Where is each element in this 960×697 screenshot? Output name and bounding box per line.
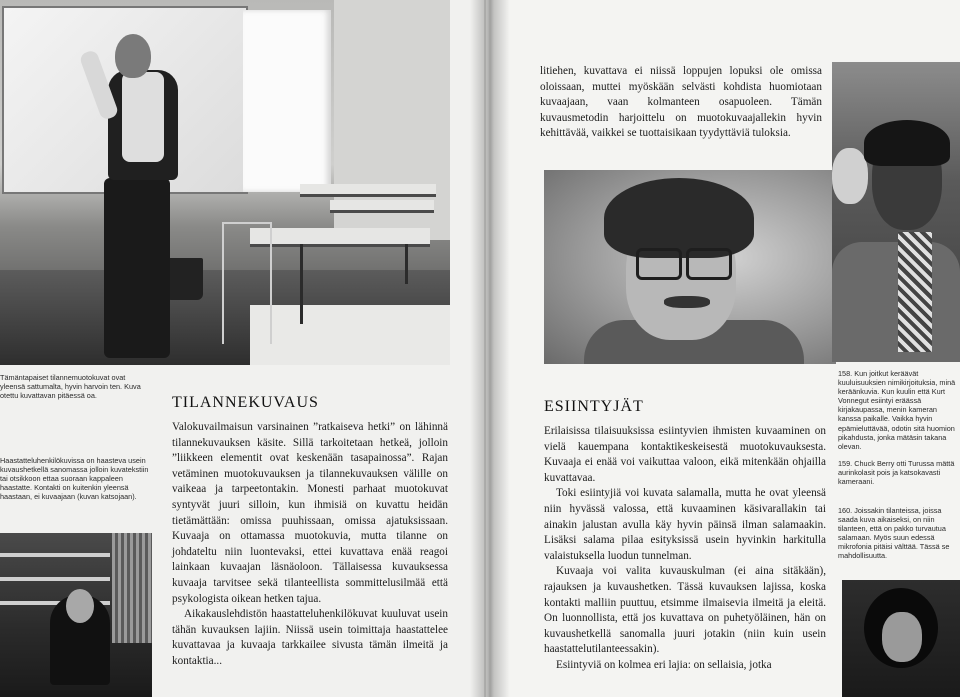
paragraph: Esiintyviä on kolmea eri lajia: on sellaisia, jotka — [556, 658, 772, 671]
chair — [222, 222, 272, 344]
projector-screen — [243, 10, 331, 192]
person-head — [115, 34, 151, 78]
paragraph: Aikakauslehdistön haastatteluhenkilökuvat kuuluvat usein tähän kuvauksen lajiin. Niissä usein toimittaja haastattelee kuvattavaa ja kuvaaja tarkkailee sivusta tämän ilmeitä ja kontaktia... — [172, 608, 448, 667]
caption-158: 158. Kun joitkut keräävät kuuluisuuksien nimikirjoituksia, minä keräänkuvia. Kun kuulin että Kurt Vonnegut esiintyi eräässä kirjakaupassa, menin kameran kanssa paikalle. Vaikka hyvin epämieluttävää, odotin sitä huomion pikahdusta, jonka mätäsin takana olevan. — [838, 369, 956, 451]
paragraph: litiehen, kuvattava ei niissä loppujen lopuksi ole omissa oloissaan, muttei myöskään selvästi kohdista huomiotaan kuvaajaan, vaan kolmanteen osapuoleen. Tämän kuvausmetodin harjoittelu on muotokuvaajallekin hyvin kehittävää, vaikkei se tuottaisikaan tyydyttäviä tuloksia. — [540, 65, 822, 140]
paragraph: Erilaisissa tilaisuuksissa esiintyvien ihmisten kuvaaminen on vielä kauempana kontaktikeskeisestä muotokuvauksesta. Kuvaaja ei enää voi vaikuttaa valoon, eikä mitenkään ohjailla kuvattavaa. — [544, 425, 826, 484]
paragraph: Toki esiintyjiä voi kuvata salamalla, mutta he ovat yleensä niin hyvässä valossa, että kuvaaminen käsivarallakin tai ainakin jalustan avulla käy hyvin päinsä ilman salamaakin. Lisäksi salama pilaa esityksissä usein hyvinkin harkitulla valaistuksella luodun tunnelman. — [544, 487, 826, 562]
office-photo — [0, 533, 152, 697]
singer-photo — [842, 580, 960, 697]
desk — [250, 228, 430, 247]
intro-text — [540, 64, 822, 142]
caption-160: 160. Joissakin tilanteissa, joissa saada kuva aikaiseksi, on niin tilanteen, että on pakko turvautua salamaan. Myös suun edessä mikrofonia pitäisi välttää. Tässä se mahdollisuutta. — [838, 506, 950, 561]
portrait-photo — [544, 170, 836, 364]
classroom-photo — [0, 0, 450, 365]
glasses — [636, 248, 682, 280]
section-heading-esiintyjat: ESIINTYJÄT — [544, 398, 644, 415]
article-body-right — [544, 424, 826, 674]
right-page — [486, 0, 960, 697]
paragraph: Valokuvailmaisun varsinainen ”ratkaiseva hetki” on lähinnä tilannekuvauksen käsite. Sillä tarkoitetaan hetkeä, jolloin ”liikkeen elementit ovat keskenään tasapainossa”. Rajan vetäminen muotokuvauksen ja tilannekuvauksen välille on vaikeaa ja tarpeetontakin. Monesti parhaat muotokuvat syntyvät juuri silloin, kun ihmisiä on kuvattu heidän tietämättään: omissa puuhissaan, omissa ajatuksissaan. Kuvaaja on ottamassa muotokuvia, mutta tilanne on johdateltu niin luontevaksi, ettei kuvattava enää reagoi lainkaan kuvaajan läsnäoloon. Tällaisessa kuvauksessa kuvaaja tarvitsee sekä tilanteellista sommittelusilmää että psykologista oikean hetken tajua. — [172, 421, 448, 605]
caption-159: 159. Chuck Berry otti Turussa mättä aurinkolasit pois ja katsokavasti kameraani. — [838, 459, 955, 487]
article-body-left — [172, 420, 448, 670]
caption-classroom: Tämäntapaiset tilannemuotokuvat ovat yleensä sattumalta, hyvin harvoin ten. Kuva otettu kuvattavan pitäessä oa. — [0, 373, 141, 401]
section-heading-tilannekuvaus: TILANNEKUVAUS — [172, 394, 319, 411]
performer-photo — [832, 62, 960, 362]
paragraph: Kuvaaja voi valita kuvauskulman (ei aina sitäkään), rajauksen ja kuvaushetken. Tässä kuvauksen lajissa, koska kontakti malliin puuttuu, etsimme ilmaisevia ilmeitä ja eleitä. On luonnollista, että jos kuvattava on puhetyöläinen, hän on kuvaushetkellä sanomalla juuri jotakin (niin kuin usein haastattelutilanteessakin). — [544, 565, 826, 656]
person-face — [66, 589, 94, 623]
caption-interview: Haastatteluhenkilökuvissa on haasteva usein kuvaushetkellä sanomassa jolloin kuvatekstiin tai otsikkoon ettaa suoraan kappaleen haastatte. Kontakti on kuitenkin yleensä haastaan, ei kuvaajaan (kuvan katsojaan). — [0, 456, 149, 502]
waste-bin — [165, 258, 203, 300]
